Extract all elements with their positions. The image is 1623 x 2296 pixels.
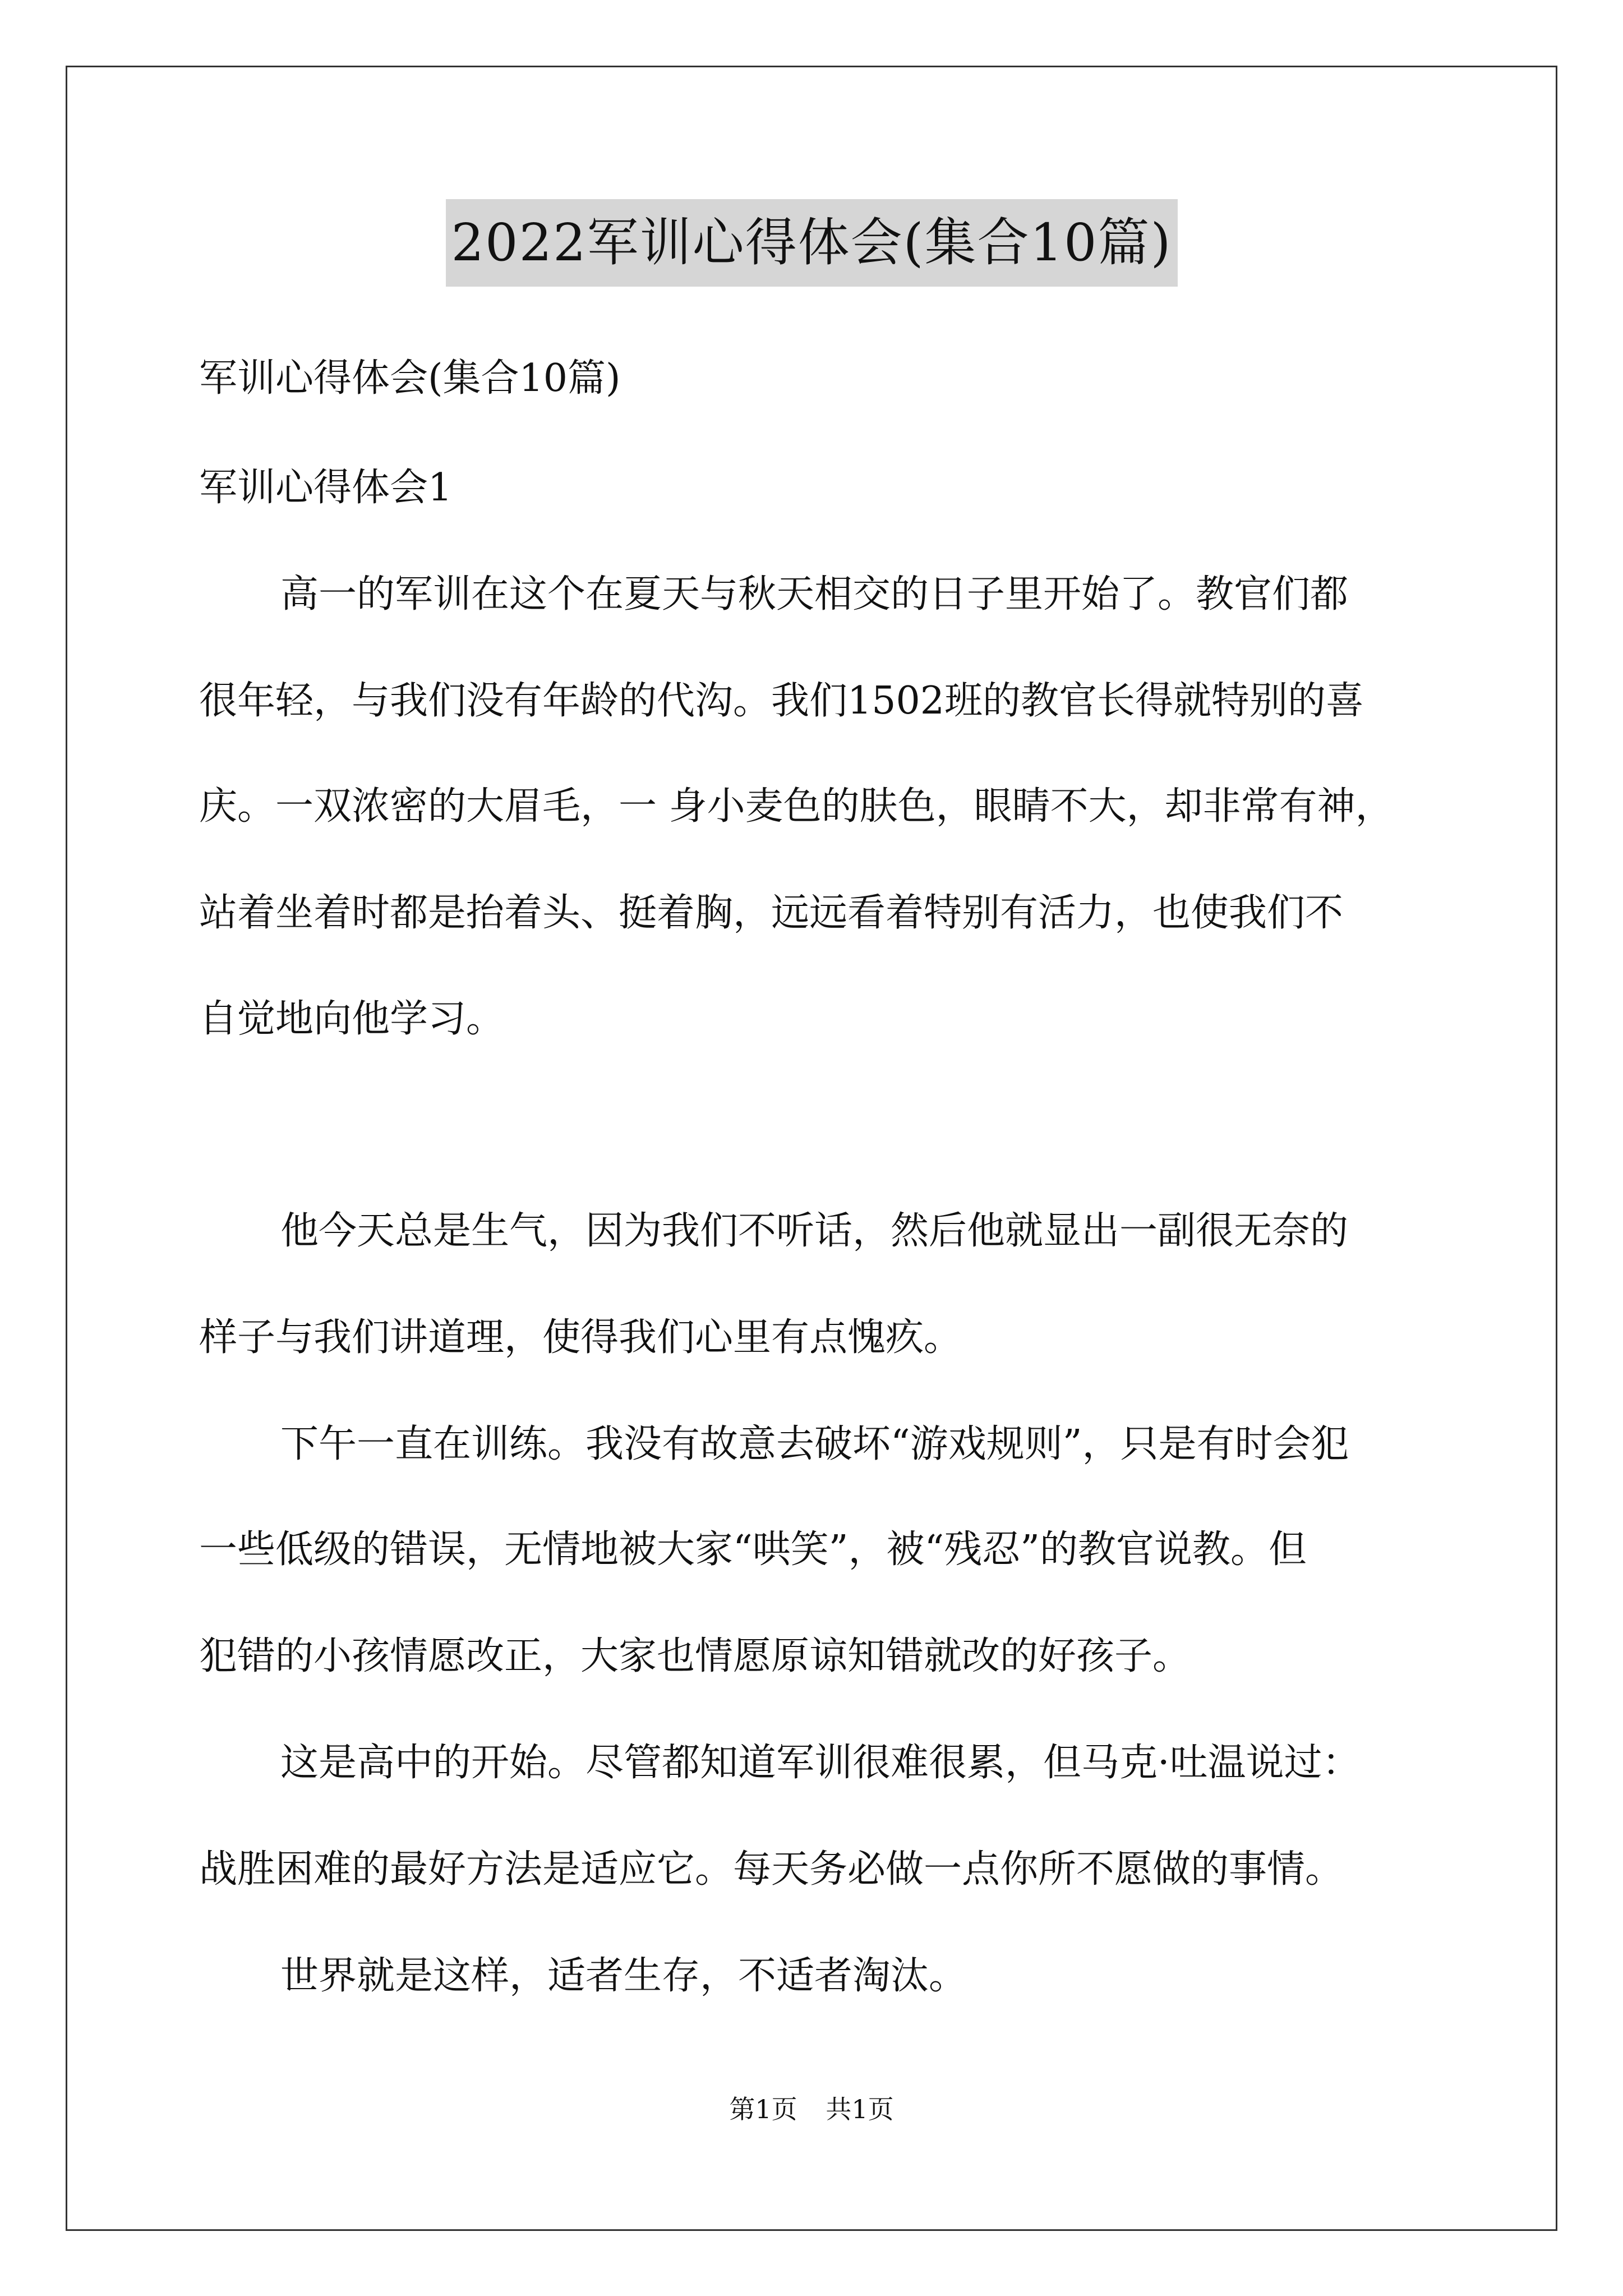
section-heading: 军训心得体会1 (199, 466, 453, 510)
paragraph-line: 样子与我们讲道理，使得我们心里有点愧疚。 (199, 1315, 962, 1360)
paragraph-line: 高一的军训在这个在夏天与秋天相交的日子里开始了。教官们都 (280, 572, 1349, 616)
document-title: 2022军训心得体会(集合10篇) (446, 199, 1178, 287)
paragraph-line: 世界就是这样，适者生存，不适者淘汰。 (280, 1954, 967, 1998)
title-container (0, 199, 1623, 287)
paragraph-line: 下午一直在训练。我没有故意去破坏“游戏规则”，只是有时会犯 (280, 1422, 1349, 1466)
subtitle: 军训心得体会(集合10篇) (199, 356, 621, 401)
paragraph-line: 很年轻，与我们没有年龄的代沟。我们1502班的教官长得就特别的喜 (199, 679, 1364, 723)
page-total: 共1页 (826, 2094, 894, 2124)
paragraph-line: 他今天总是生气，因为我们不听话，然后他就显出一副很无奈的 (280, 1209, 1349, 1253)
paragraph-line: 一些低级的错误，无情地被大家“哄笑”，被“残忍”的教官说教。但 (199, 1527, 1307, 1572)
page-footer (0, 2092, 1623, 2126)
paragraph-line: 站着坐着时都是抬着头、挺着胸，远远看着特别有活力，也使我们不 (199, 891, 1344, 935)
page-number: 第1页 (729, 2094, 797, 2124)
paragraph-line: 庆。一双浓密的大眉毛，一 身小麦色的肤色，眼睛不大，却非常有神， (199, 784, 1394, 829)
paragraph-line: 战胜困难的最好方法是适应它。每天务必做一点你所不愿做的事情。 (199, 1847, 1344, 1892)
paragraph-line: 犯错的小孩情愿改正，大家也情愿原谅知错就改的好孩子。 (199, 1634, 1191, 1678)
paragraph-line: 自觉地向他学习。 (199, 997, 505, 1041)
paragraph-line: 这是高中的开始。尽管都知道军训很难很累，但马克·吐温说过： (280, 1741, 1361, 1785)
